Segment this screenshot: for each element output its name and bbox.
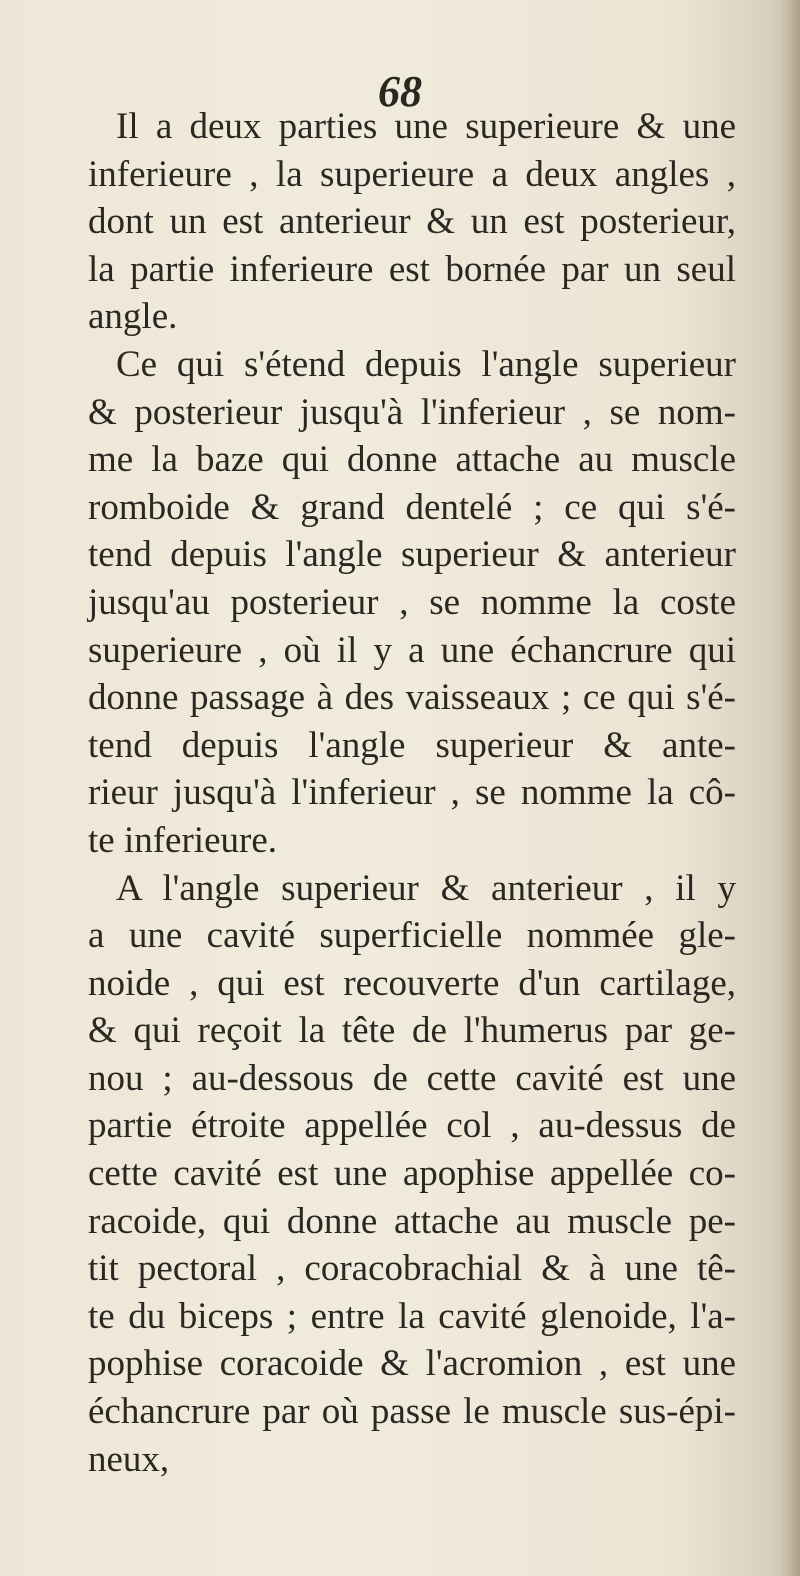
text-line: tend depuis l'angle superieur & ante-	[88, 724, 736, 766]
text-line: rieur jusqu'à l'inferieur , se nomme la cô-	[88, 772, 736, 814]
text-line: la partie inferieure est bornée par un seul	[88, 248, 736, 290]
text-line: dont un est anterieur & un est posterieur,	[88, 201, 736, 243]
text-line: neux,	[88, 1438, 170, 1480]
text-line: partie étroite appellée col , au-dessus de	[88, 1105, 736, 1147]
text-line: & qui reçoit la tête de l'humerus par ge-	[88, 1010, 736, 1052]
text-line: te inferieure.	[88, 819, 277, 861]
text-line: angle.	[88, 296, 178, 338]
text-line: cette cavité est une apophise appellée co-	[88, 1153, 736, 1195]
text-line: jusqu'au posterieur , se nomme la coste	[88, 581, 736, 623]
text-line: & posterieur jusqu'à l'inferieur , se nom-	[88, 391, 736, 433]
text-line: romboide & grand dentelé ; ce qui s'é-	[88, 486, 736, 528]
text-line: donne passage à des vaisseaux ; ce qui s'é-	[88, 677, 736, 719]
text-line: Il a deux parties une superieure & une	[116, 106, 736, 147]
text-line: tit pectoral , coracobrachial & à une tê-	[88, 1248, 736, 1290]
text-line: superieure , où il y a une échancrure qui	[88, 629, 736, 671]
page-edge	[778, 0, 800, 1576]
text-line: me la baze qui donne attache au muscle	[88, 439, 736, 481]
text-line: tend depuis l'angle superieur & anterieur	[88, 534, 736, 576]
text-line: nou ; au-dessous de cette cavité est une	[88, 1057, 736, 1099]
text-line: A l'angle superieur & anterieur , il y	[116, 867, 736, 909]
text-line: pophise coracoide & l'acromion , est une	[88, 1343, 736, 1385]
text-line: noide , qui est recouverte d'un cartilage,	[88, 962, 736, 1004]
text-line: Ce qui s'étend depuis l'angle superieur	[116, 343, 736, 385]
text-line: te du biceps ; entre la cavité glenoide, l'a-	[88, 1295, 736, 1337]
page-number: 68	[378, 67, 422, 116]
text-line: échancrure par où passe le muscle sus-épi-	[88, 1391, 736, 1433]
text-line: racoide, qui donne attache au muscle pe-	[88, 1200, 736, 1242]
body-text	[88, 103, 736, 1483]
text-line: a une cavité superficielle nommée gle-	[88, 915, 736, 957]
text-line: inferieure , la superieure a deux angles ,	[88, 153, 736, 195]
